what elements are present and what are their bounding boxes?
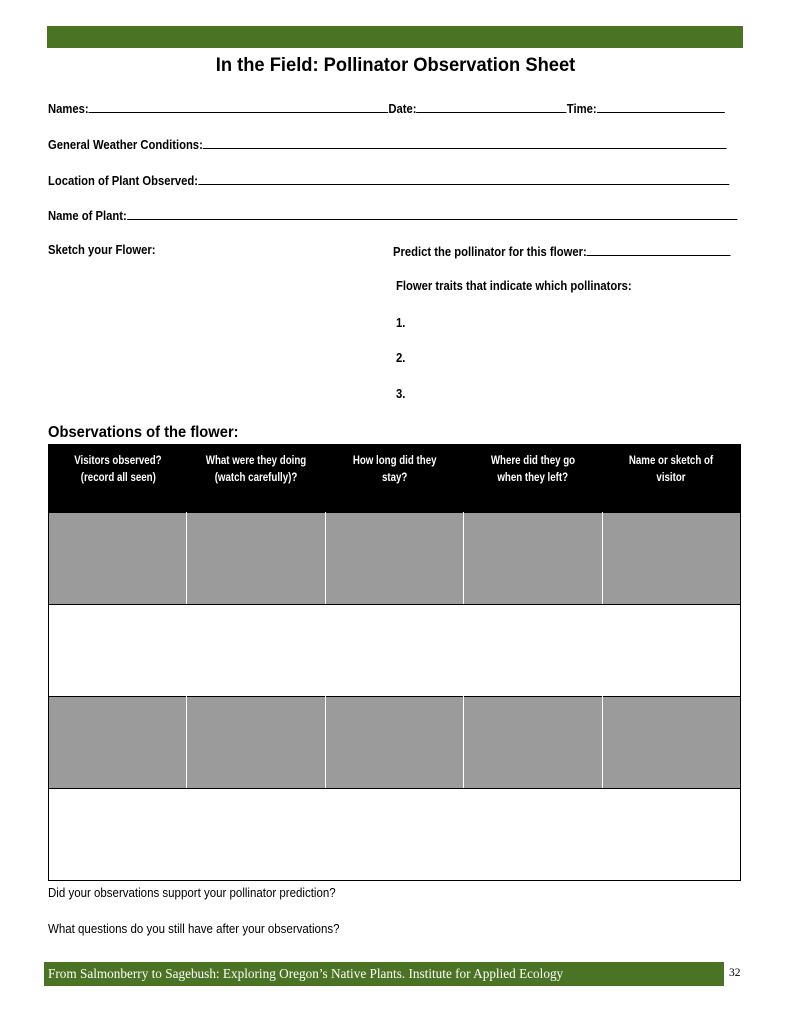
footer-bar xyxy=(44,962,724,986)
trait-number-1: 1. xyxy=(396,316,406,330)
table-cell[interactable] xyxy=(187,513,325,605)
observations-table xyxy=(48,444,741,881)
table-cell[interactable] xyxy=(49,697,187,789)
plant-name-label: Name of Plant: xyxy=(48,209,127,223)
table-cell[interactable] xyxy=(464,605,602,697)
table-cell[interactable] xyxy=(187,697,325,789)
location-label: Location of Plant Observed: xyxy=(48,174,199,188)
table-cell[interactable] xyxy=(602,513,740,605)
page-title: In the Field: Pollinator Observation Sheet xyxy=(215,54,576,76)
trait-number-3: 3. xyxy=(396,387,406,401)
table-cell[interactable] xyxy=(325,605,463,697)
table-cell[interactable] xyxy=(602,605,740,697)
column-header-visitors: Visitors observed? (record all seen) xyxy=(49,445,187,513)
trait-number-2: 2. xyxy=(396,351,406,365)
table-cell[interactable] xyxy=(602,789,740,881)
weather-label: General Weather Conditions: xyxy=(48,138,203,152)
names-line[interactable] xyxy=(89,100,389,113)
table-row xyxy=(49,697,741,789)
predict-field[interactable] xyxy=(393,243,731,259)
table-cell[interactable] xyxy=(325,697,463,789)
table-cell[interactable] xyxy=(49,789,187,881)
observations-title: Observations of the flower: xyxy=(48,424,239,441)
top-green-bar xyxy=(47,26,743,48)
weather-field[interactable] xyxy=(48,136,727,152)
table-row xyxy=(49,513,741,605)
weather-line[interactable] xyxy=(203,136,727,149)
table-cell[interactable] xyxy=(464,513,602,605)
date-line[interactable] xyxy=(416,100,566,113)
question-remaining: What questions do you still have after your observations? xyxy=(48,922,340,936)
table-cell[interactable] xyxy=(49,605,187,697)
date-label: Date: xyxy=(388,102,417,116)
table-cell[interactable] xyxy=(602,697,740,789)
table-cell[interactable] xyxy=(464,697,602,789)
column-header-doing: What were they doing (watch carefully)? xyxy=(187,445,325,513)
column-header-visitor-name: Name or sketch of visitor xyxy=(602,445,740,513)
time-label: Time: xyxy=(566,102,597,116)
question-prediction: Did your observations support your pollinator prediction? xyxy=(48,886,336,900)
table-row xyxy=(49,605,741,697)
location-line[interactable] xyxy=(198,172,729,185)
plant-name-field[interactable] xyxy=(48,207,737,223)
column-header-duration: How long did they stay? xyxy=(325,445,463,513)
table-cell[interactable] xyxy=(325,513,463,605)
plant-name-line[interactable] xyxy=(127,207,737,220)
column-header-destination: Where did they go when they left? xyxy=(464,445,602,513)
names-label: Names: xyxy=(48,102,89,116)
footer-citation: From Salmonberry to Sagebush: Exploring Oregon’s Native Plants. Institute for Applied Ecology xyxy=(48,966,564,981)
predict-label: Predict the pollinator for this flower: xyxy=(393,245,587,259)
predict-line[interactable] xyxy=(587,243,731,256)
observations-header-row xyxy=(49,445,741,513)
time-line[interactable] xyxy=(597,100,725,113)
table-cell[interactable] xyxy=(325,789,463,881)
names-field[interactable] xyxy=(48,100,724,116)
table-cell[interactable] xyxy=(464,789,602,881)
location-field[interactable] xyxy=(48,172,729,188)
table-row xyxy=(49,789,741,881)
table-cell[interactable] xyxy=(187,605,325,697)
table-cell[interactable] xyxy=(187,789,325,881)
sketch-label: Sketch your Flower: xyxy=(48,243,156,257)
traits-label: Flower traits that indicate which pollinators: xyxy=(396,279,632,293)
table-cell[interactable] xyxy=(49,513,187,605)
page-number: 32 xyxy=(729,967,741,979)
